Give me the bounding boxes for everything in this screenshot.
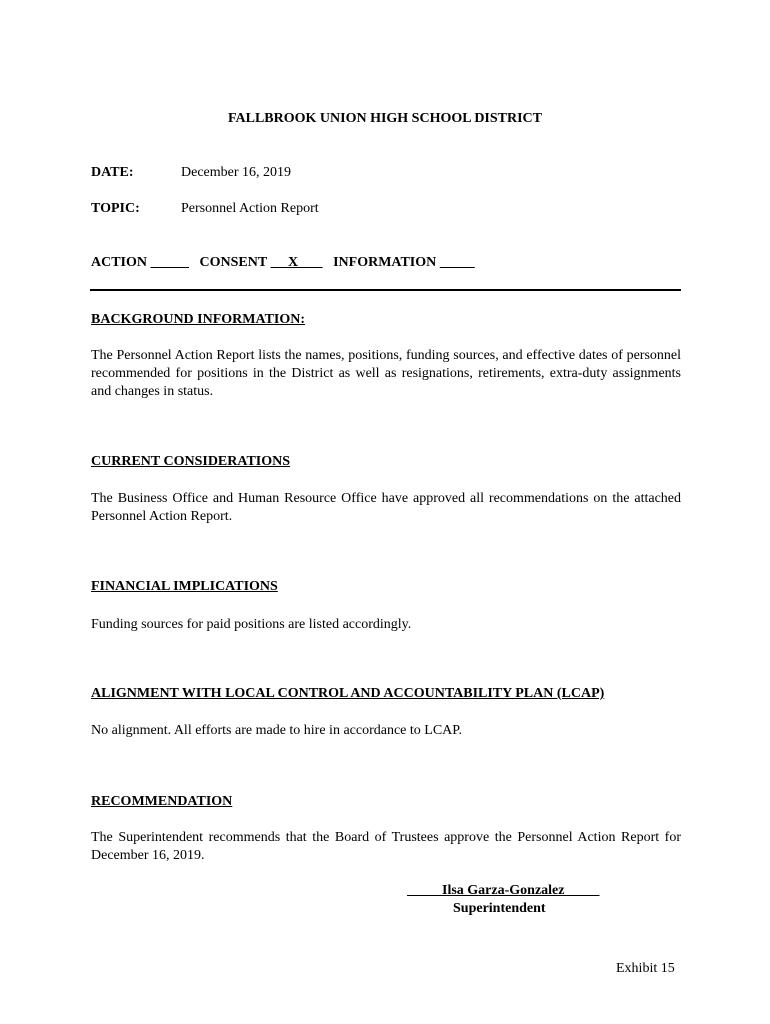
recommendation-text: The Superintendent recommends that the Board of Trustees approve the Personnel Action Report for December 16, 2019. [91,830,681,863]
consent-blank [270,255,322,270]
topic-label: TOPIC: [91,201,140,216]
district-title: FALLBROOK UNION HIGH SCHOOL DISTRICT [227,111,543,126]
alignment-text: No alignment. All efforts are made to hire in accordance to LCAP. [91,723,463,738]
consent-mark: X [287,255,299,270]
topic-value: Personnel Action Report [181,201,319,216]
considerations-text: The Business Office and Human Resource Office have approved all recommendations on the attached Personnel Action Report. [91,491,681,524]
alignment-heading: ALIGNMENT WITH LOCAL CONTROL AND ACCOUNTABILITY PLAN (LCAP) [91,686,605,701]
information-label: INFORMATION [333,255,437,270]
signature-name-line [407,883,599,899]
signature-name: Ilsa Garza-Gonzalez [442,883,565,898]
exhibit-label: Exhibit 15 [616,961,675,976]
action-row [91,255,475,271]
action-label: ACTION [91,255,148,270]
date-value: December 16, 2019 [181,165,292,180]
signature-title: Superintendent [453,901,546,916]
consent-label: CONSENT [199,255,267,270]
action-blank [151,255,190,270]
recommendation-heading: RECOMMENDATION [91,794,233,809]
information-blank [440,255,475,270]
background-heading: BACKGROUND INFORMATION: [91,312,306,327]
header-divider [90,289,681,291]
date-label: DATE: [91,165,134,180]
considerations-heading: CURRENT CONSIDERATIONS [91,454,291,469]
financial-text: Funding sources for paid positions are listed accordingly. [91,617,412,632]
background-text: The Personnel Action Report lists the names, positions, funding sources, and effective dates of personnel recommended for positions in the District as well as resignations, retirements, extra-duty assignments and changes in status. [91,348,681,399]
financial-heading: FINANCIAL IMPLICATIONS [91,579,278,594]
